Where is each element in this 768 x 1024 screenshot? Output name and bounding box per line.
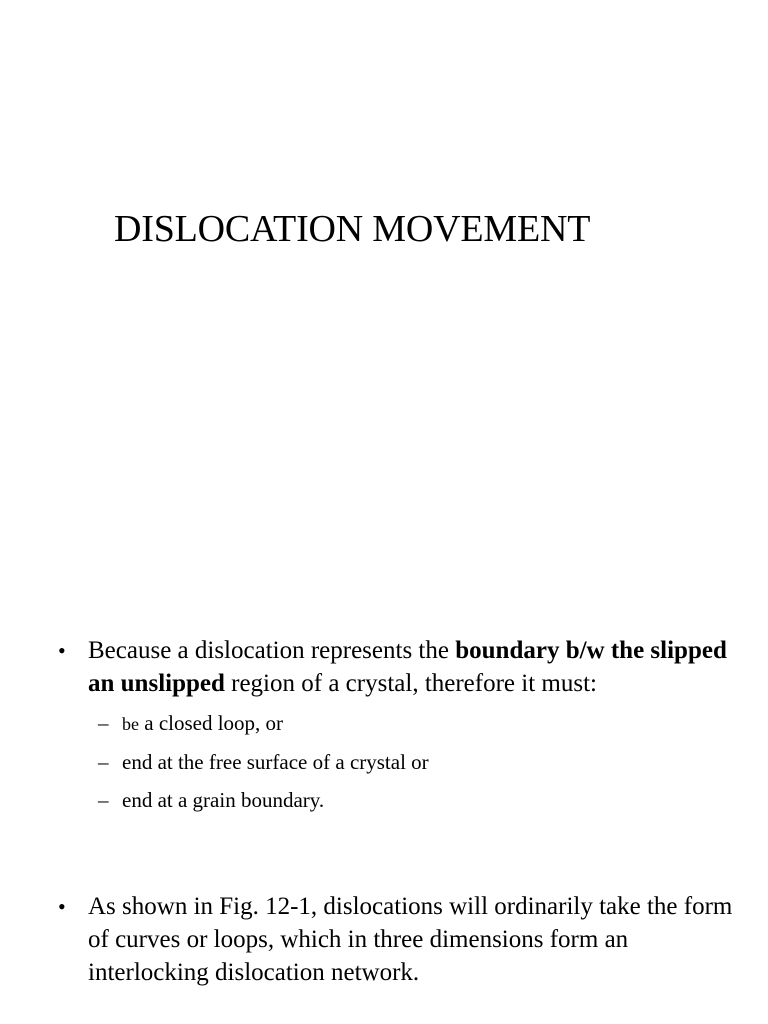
sub-item-text: end at the free surface of a crystal or (122, 750, 429, 774)
sub-item-text: end at a grain boundary. (122, 788, 325, 812)
dash-marker: – (98, 750, 109, 774)
sub-item (98, 704, 748, 743)
bullet-marker: • (58, 894, 66, 919)
dash-marker: – (98, 711, 109, 735)
bullet-text: Because a dislocation represents the (88, 637, 456, 664)
sub-item (98, 781, 748, 819)
slide-title: DISLOCATION MOVEMENT (114, 208, 591, 250)
bullet-bold-text: boundary b/w the slipped an unslipped (88, 637, 727, 697)
bullet-item (58, 634, 748, 819)
dash-marker: – (98, 788, 109, 812)
bullet-text: As shown in Fig. 12-1, dislocations will ordinarily take the form of curves or loops, which in three dimensions form an interlocking dislocation network. (88, 893, 733, 986)
bullet-text: region of a crystal, therefore it must: (224, 670, 597, 697)
sub-list (58, 704, 748, 819)
sub-item-prefix: be (122, 714, 139, 734)
bullet-marker: • (58, 638, 66, 663)
sub-item-text: a closed loop, or (139, 711, 284, 735)
bullet-item (58, 890, 748, 989)
sub-item (98, 743, 748, 781)
